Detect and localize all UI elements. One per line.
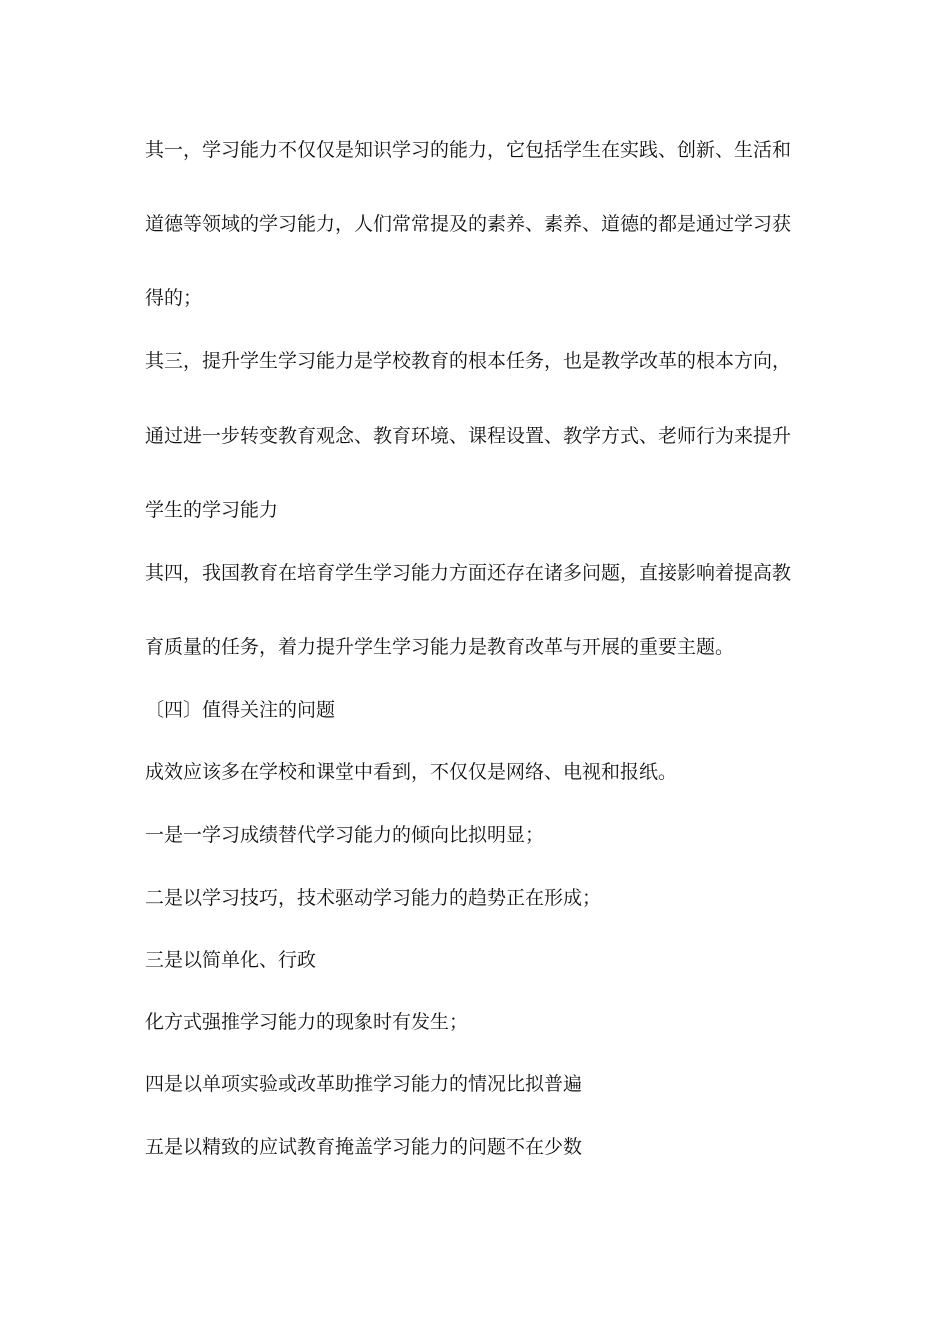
paragraph-line: 其四，我国教育在培育学生学习能力方面还存在诸多问题，直接影响着提高教 (145, 562, 792, 584)
paragraph-line: 得的； (145, 287, 203, 309)
list-item: 三是以简单化、行政 (145, 949, 317, 971)
section-heading: 〔四〕值得关注的问题 (145, 699, 336, 721)
paragraph-line: 其一，学习能力不仅仅是知识学习的能力，它包括学生在实践、创新、生活和 (145, 139, 792, 161)
paragraph-line: 道德等领域的学习能力，人们常常提及的素养、素养、道德的都是通过学习获 (145, 213, 792, 235)
list-item: 四是以单项实验或改革助推学习能力的情况比拟普遍 (145, 1073, 583, 1095)
paragraph-line: 成效应该多在学校和课堂中看到，不仅仅是网络、电视和报纸。 (145, 761, 678, 783)
list-item: 五是以精致的应试教育掩盖学习能力的问题不在少数 (145, 1136, 583, 1158)
paragraph-line: 通过进一步转变教育观念、教育环境、课程设置、教学方式、老师行为来提升 (145, 425, 792, 447)
paragraph-line: 其三，提升学生学习能力是学校教育的根本任务，也是教学改革的根本方向， (145, 350, 792, 372)
list-item: 二是以学习技巧，技术驱动学习能力的趋势正在形成； (145, 887, 602, 909)
paragraph-line: 育质量的任务，着力提升学生学习能力是教育改革与开展的重要主题。 (145, 636, 735, 658)
list-item: 一是一学习成绩替代学习能力的倾向比拟明显； (145, 824, 545, 846)
list-item-continuation: 化方式强推学习能力的现象时有发生； (145, 1011, 469, 1033)
paragraph-line: 学生的学习能力 (145, 499, 279, 521)
